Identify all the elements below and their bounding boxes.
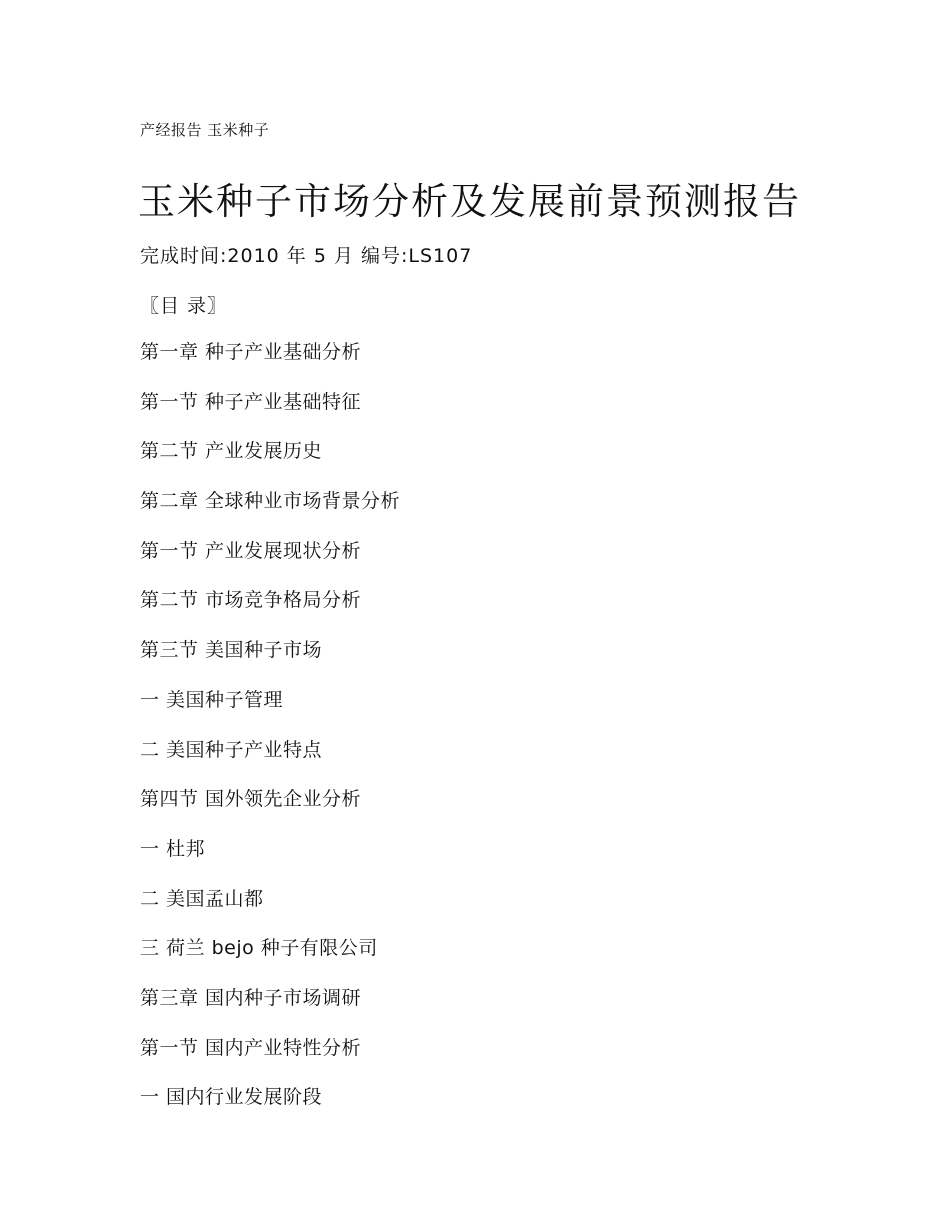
document-meta: 完成时间:2010 年 5 月 编号:LS107 (140, 245, 473, 267)
toc-item: 二 美国孟山都 (140, 887, 264, 910)
toc-item: 第一节 国内产业特性分析 (140, 1036, 362, 1059)
report-category: 产经报告 玉米种子 (140, 121, 270, 139)
toc-item: 第四节 国外领先企业分析 (140, 788, 362, 811)
toc-item: 一 美国种子管理 (140, 688, 284, 711)
document-title: 玉米种子市场分析及发展前景预测报告 (138, 180, 801, 223)
toc-list (140, 340, 400, 1135)
toc-item: 第一章 种子产业基础分析 (140, 341, 362, 363)
toc-item: 第一节 产业发展现状分析 (140, 539, 362, 562)
toc-item: 二 美国种子产业特点 (140, 738, 323, 761)
toc-item: 第三章 国内种子市场调研 (140, 986, 362, 1009)
toc-item: 一 国内行业发展阶段 (140, 1086, 323, 1109)
toc-item: 第二节 市场竞争格局分析 (140, 589, 362, 612)
toc-item: 第三节 美国种子市场 (140, 639, 323, 662)
toc-item: 第二章 全球种业市场背景分析 (140, 490, 401, 513)
toc-item: 一 杜邦 (140, 837, 206, 860)
toc-item: 第二节 产业发展历史 (140, 440, 323, 463)
toc-item: 第一节 种子产业基础特征 (140, 390, 362, 413)
toc-item: 三 荷兰 bejo 种子有限公司 (140, 937, 378, 960)
toc-heading: 〖目 录〗 (140, 295, 228, 317)
